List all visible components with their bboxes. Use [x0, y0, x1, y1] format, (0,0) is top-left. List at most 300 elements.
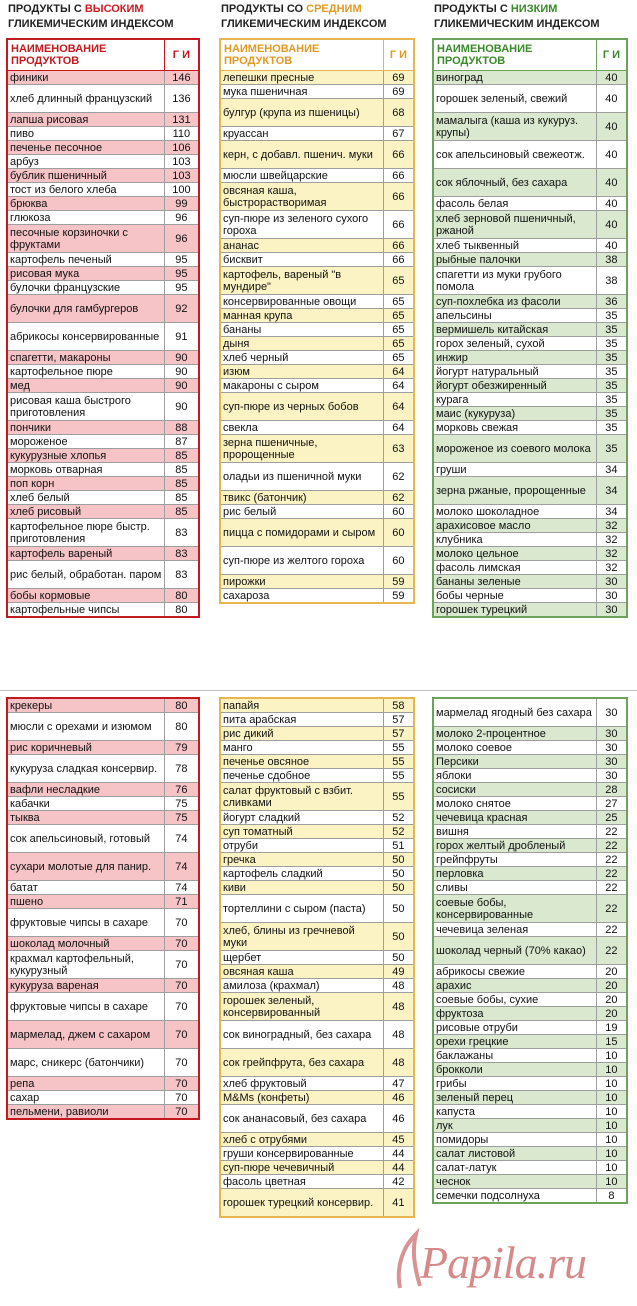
product-name: апельсины — [433, 309, 596, 323]
product-name: брокколи — [433, 1063, 596, 1077]
table-row — [220, 1105, 414, 1133]
product-name: грейпфруты — [433, 853, 596, 867]
gi-value: 50 — [383, 867, 414, 881]
product-name: зеленый перец — [433, 1091, 596, 1105]
product-name: крекеры — [7, 698, 164, 713]
gi-value: 20 — [596, 993, 627, 1007]
product-name: кукуруза вареная — [7, 979, 164, 993]
table-row — [433, 603, 627, 618]
gi-value: 51 — [383, 839, 414, 853]
gi-value: 65 — [383, 337, 414, 351]
gi-value: 62 — [383, 491, 414, 505]
gi-value: 70 — [164, 1021, 199, 1049]
gi-value: 30 — [596, 575, 627, 589]
table-row — [220, 267, 414, 295]
table-row — [220, 253, 414, 267]
gi-value: 10 — [596, 1133, 627, 1147]
gi-value: 45 — [383, 1133, 414, 1147]
table-row — [7, 1077, 199, 1091]
product-name: финики — [7, 71, 164, 85]
high-gi-table-bottom — [6, 697, 200, 1120]
product-name: суп-пюре из желтого гороха — [220, 547, 383, 575]
product-name: абрикосы свежие — [433, 965, 596, 979]
table-row — [7, 463, 199, 477]
product-name: мюсли с орехами и изюмом — [7, 713, 164, 741]
table-row — [220, 519, 414, 547]
gi-value: 44 — [383, 1161, 414, 1175]
table-row — [7, 505, 199, 519]
gi-value: 66 — [383, 253, 414, 267]
table-row — [7, 449, 199, 463]
gi-value: 110 — [164, 127, 199, 141]
table-row — [433, 839, 627, 853]
gi-value: 27 — [596, 797, 627, 811]
product-name: гречка — [220, 853, 383, 867]
gi-value: 50 — [383, 951, 414, 965]
product-name: песочные корзиночки с фруктами — [7, 225, 164, 253]
gi-value: 62 — [383, 463, 414, 491]
product-name: крахмал картофельный, кукурузный — [7, 951, 164, 979]
table-row — [433, 881, 627, 895]
table-row — [433, 337, 627, 351]
gi-value: 32 — [596, 519, 627, 533]
gi-value: 35 — [596, 365, 627, 379]
gi-value: 42 — [383, 1175, 414, 1189]
product-name: семечки подсолнуха — [433, 1189, 596, 1204]
gi-value: 70 — [164, 1049, 199, 1077]
table-row — [220, 505, 414, 519]
table-row — [433, 937, 627, 965]
table-row — [433, 435, 627, 463]
product-name: батат — [7, 881, 164, 895]
gi-value: 40 — [596, 169, 627, 197]
product-name: лук — [433, 1119, 596, 1133]
gi-value: 32 — [596, 533, 627, 547]
gi-value: 65 — [383, 351, 414, 365]
product-name: сахар — [7, 1091, 164, 1105]
gi-value: 92 — [164, 295, 199, 323]
gi-value: 90 — [164, 351, 199, 365]
gi-value: 131 — [164, 113, 199, 127]
table-row — [433, 169, 627, 197]
product-name: керн, с добавл. пшенич. муки — [220, 141, 383, 169]
product-name: бобы черные — [433, 589, 596, 603]
product-name: сок ананасовый, без сахара — [220, 1105, 383, 1133]
product-name: чечевица красная — [433, 811, 596, 825]
product-name: манная крупа — [220, 309, 383, 323]
product-name: соевые бобы, консервированные — [433, 895, 596, 923]
table-row — [220, 755, 414, 769]
product-name: морковь свежая — [433, 421, 596, 435]
product-name: фасоль белая — [433, 197, 596, 211]
high-gi-heading: ПРОДУКТЫ С ВЫСОКИМ ГЛИКЕМИЧЕСКИМ ИНДЕКСОМ — [8, 3, 174, 30]
product-name: вафли несладкие — [7, 783, 164, 797]
product-name: чечевица зеленая — [433, 923, 596, 937]
gi-value: 28 — [596, 783, 627, 797]
gi-value: 55 — [383, 755, 414, 769]
gi-value: 70 — [164, 951, 199, 979]
product-name: суп-пюре чечевичный — [220, 1161, 383, 1175]
table-row — [220, 211, 414, 239]
gi-value: 34 — [596, 505, 627, 519]
table-row — [433, 727, 627, 741]
table-row — [7, 113, 199, 127]
gi-value: 69 — [383, 85, 414, 99]
table-row — [7, 323, 199, 351]
gi-value: 65 — [383, 309, 414, 323]
gi-value: 47 — [383, 1077, 414, 1091]
gi-value: 59 — [383, 575, 414, 589]
gi-value: 66 — [383, 239, 414, 253]
product-name: бананы — [220, 323, 383, 337]
table-row — [433, 533, 627, 547]
table-row — [7, 589, 199, 603]
table-row — [220, 698, 414, 713]
product-name: пита арабская — [220, 713, 383, 727]
table-row — [7, 491, 199, 505]
product-name: булгур (крупа из пшеницы) — [220, 99, 383, 127]
product-name: зерна пшеничные, пророщенные — [220, 435, 383, 463]
gi-value: 35 — [596, 421, 627, 435]
product-name: сок виноградный, без сахара — [220, 1021, 383, 1049]
product-name: пиво — [7, 127, 164, 141]
gi-value: 48 — [383, 979, 414, 993]
gi-value: 10 — [596, 1161, 627, 1175]
table-row — [433, 1091, 627, 1105]
gi-value: 52 — [383, 811, 414, 825]
product-name: брюква — [7, 197, 164, 211]
product-name: рисовые отруби — [433, 1021, 596, 1035]
gi-value: 83 — [164, 547, 199, 561]
gi-value: 64 — [383, 421, 414, 435]
medium-gi-heading: ПРОДУКТЫ СО СРЕДНИМ ГЛИКЕМИЧЕСКИМ ИНДЕКСОМ — [221, 3, 387, 30]
product-name: салат фруктовый с взбит. сливками — [220, 783, 383, 811]
product-name: мармелад ягодный без сахара — [433, 698, 596, 727]
table-row — [220, 881, 414, 895]
gi-value: 70 — [164, 937, 199, 951]
product-name: суп томатный — [220, 825, 383, 839]
product-name: пончики — [7, 421, 164, 435]
product-name: рыбные палочки — [433, 253, 596, 267]
gi-value: 35 — [596, 393, 627, 407]
gi-value: 40 — [596, 113, 627, 141]
table-row — [433, 113, 627, 141]
medium-gi-table-top — [219, 38, 415, 604]
table-row — [220, 589, 414, 604]
product-name: курага — [433, 393, 596, 407]
gi-value: 40 — [596, 85, 627, 113]
product-name: кабачки — [7, 797, 164, 811]
gi-value: 83 — [164, 519, 199, 547]
gi-value: 30 — [596, 741, 627, 755]
gi-value: 10 — [596, 1091, 627, 1105]
product-name: фасоль цветная — [220, 1175, 383, 1189]
table-row — [433, 825, 627, 839]
gi-value: 19 — [596, 1021, 627, 1035]
gi-value: 63 — [383, 435, 414, 463]
table-row — [433, 923, 627, 937]
high-gi-column — [2, 0, 207, 1306]
table-row — [7, 979, 199, 993]
table-row — [7, 811, 199, 825]
table-row — [220, 1077, 414, 1091]
product-name: пшено — [7, 895, 164, 909]
section-divider — [0, 690, 637, 695]
product-name: сливы — [433, 881, 596, 895]
watermark-text: Papila.ru — [420, 1237, 587, 1288]
table-row — [433, 141, 627, 169]
table-row — [433, 741, 627, 755]
table-row — [220, 239, 414, 253]
table-row — [433, 1119, 627, 1133]
table-row — [220, 993, 414, 1021]
low-gi-table-top — [432, 38, 628, 618]
gi-value: 46 — [383, 1105, 414, 1133]
table-row — [220, 295, 414, 309]
table-row — [220, 491, 414, 505]
gi-value: 65 — [383, 323, 414, 337]
table-row — [7, 267, 199, 281]
table-row — [7, 1049, 199, 1077]
product-name: горошек турецкий консервир. — [220, 1189, 383, 1218]
product-name: суп-пюре из черных бобов — [220, 393, 383, 421]
product-name: молоко соевое — [433, 741, 596, 755]
gi-value: 22 — [596, 881, 627, 895]
table-row — [7, 1105, 199, 1120]
gi-value: 103 — [164, 169, 199, 183]
gi-value: 79 — [164, 741, 199, 755]
gi-value: 48 — [383, 993, 414, 1021]
table-row — [220, 867, 414, 881]
product-name: хлеб рисовый — [7, 505, 164, 519]
gi-value: 34 — [596, 477, 627, 505]
gi-value: 58 — [383, 698, 414, 713]
gi-value: 64 — [383, 379, 414, 393]
table-row — [433, 698, 627, 727]
table-row — [7, 155, 199, 169]
table-row — [433, 769, 627, 783]
product-name: инжир — [433, 351, 596, 365]
gi-value: 66 — [383, 183, 414, 211]
table-row — [433, 463, 627, 477]
product-name: горошек зеленый, свежий — [433, 85, 596, 113]
gi-value: 85 — [164, 463, 199, 477]
high-gi-table-top — [6, 38, 200, 618]
table-row — [220, 71, 414, 85]
table-row — [7, 561, 199, 589]
product-name: баклажаны — [433, 1049, 596, 1063]
gi-value: 85 — [164, 477, 199, 491]
gi-value: 75 — [164, 797, 199, 811]
product-name: картофель сладкий — [220, 867, 383, 881]
table-row — [220, 547, 414, 575]
table-row — [220, 1133, 414, 1147]
product-name: бисквит — [220, 253, 383, 267]
gi-value: 50 — [383, 895, 414, 923]
product-name: картофель, вареный "в мундире" — [220, 267, 383, 295]
table-row — [433, 1161, 627, 1175]
gi-value: 35 — [596, 323, 627, 337]
table-row — [7, 825, 199, 853]
product-name: спагетти, макароны — [7, 351, 164, 365]
table-row — [220, 839, 414, 853]
product-name: арахисовое масло — [433, 519, 596, 533]
gi-value: 74 — [164, 853, 199, 881]
gi-value: 55 — [383, 741, 414, 755]
table-row — [433, 421, 627, 435]
table-row — [433, 253, 627, 267]
table-row — [433, 1035, 627, 1049]
product-name: мармелад, джем с сахаром — [7, 1021, 164, 1049]
table-row — [7, 169, 199, 183]
gi-value: 22 — [596, 895, 627, 923]
low-gi-table-bottom — [432, 697, 628, 1204]
product-name: бананы зеленые — [433, 575, 596, 589]
gi-value: 60 — [383, 547, 414, 575]
product-name: Персики — [433, 755, 596, 769]
table-row — [433, 1063, 627, 1077]
product-name: твикс (батончик) — [220, 491, 383, 505]
gi-value: 20 — [596, 1007, 627, 1021]
table-row — [433, 267, 627, 295]
table-header-row — [7, 39, 199, 71]
product-name: фруктовые чипсы в сахаре — [7, 993, 164, 1021]
table-row — [433, 1147, 627, 1161]
product-name: абрикосы консервированные — [7, 323, 164, 351]
gi-value: 90 — [164, 379, 199, 393]
gi-value: 60 — [383, 519, 414, 547]
table-row — [7, 698, 199, 713]
product-name: лапша рисовая — [7, 113, 164, 127]
product-name: печенье сдобное — [220, 769, 383, 783]
gi-value: 50 — [383, 881, 414, 895]
table-row — [7, 951, 199, 979]
table-row — [7, 1021, 199, 1049]
gi-value: 146 — [164, 71, 199, 85]
table-row — [7, 183, 199, 197]
table-row — [220, 323, 414, 337]
product-name: сухари молотые для панир. — [7, 853, 164, 881]
table-row — [220, 825, 414, 839]
gi-value: 59 — [383, 589, 414, 604]
product-name: пирожки — [220, 575, 383, 589]
gi-value: 67 — [383, 127, 414, 141]
table-row — [433, 853, 627, 867]
product-name: папайя — [220, 698, 383, 713]
table-row — [7, 379, 199, 393]
product-name: фруктоза — [433, 1007, 596, 1021]
medium-gi-table-bottom — [219, 697, 415, 1218]
product-name: соевые бобы, сухие — [433, 993, 596, 1007]
gi-value: 68 — [383, 99, 414, 127]
gi-value: 22 — [596, 853, 627, 867]
table-row — [220, 1175, 414, 1189]
table-row — [7, 85, 199, 113]
product-name: перловка — [433, 867, 596, 881]
product-name: клубника — [433, 533, 596, 547]
table-header-row — [220, 39, 414, 71]
product-name: сок апельсиновый свежеотж. — [433, 141, 596, 169]
product-name: печенье овсяное — [220, 755, 383, 769]
gi-value: 10 — [596, 1077, 627, 1091]
gi-value: 22 — [596, 839, 627, 853]
product-name: кукуруза сладкая консервир. — [7, 755, 164, 783]
gi-value: 91 — [164, 323, 199, 351]
gi-value: 30 — [596, 603, 627, 618]
product-name: рисовая каша быстрого приготовления — [7, 393, 164, 421]
gi-value: 30 — [596, 755, 627, 769]
table-row — [7, 937, 199, 951]
table-row — [220, 379, 414, 393]
gi-value: 75 — [164, 811, 199, 825]
product-name: овсяная каша — [220, 965, 383, 979]
product-name: рис белый, обработан. паром — [7, 561, 164, 589]
product-name: вермишель китайская — [433, 323, 596, 337]
table-row — [7, 797, 199, 811]
table-row — [433, 365, 627, 379]
product-name: хлеб с отрубями — [220, 1133, 383, 1147]
table-row — [7, 993, 199, 1021]
table-row — [7, 295, 199, 323]
gi-value: 50 — [383, 923, 414, 951]
table-row — [433, 309, 627, 323]
gi-value: 80 — [164, 698, 199, 713]
product-name: овсяная каша, быстрорастворимая — [220, 183, 383, 211]
gi-value: 35 — [596, 337, 627, 351]
table-row — [7, 141, 199, 155]
column-header-gi: Г И — [164, 39, 199, 71]
product-name: арахис — [433, 979, 596, 993]
product-name: хлеб тыквенный — [433, 239, 596, 253]
table-row — [220, 169, 414, 183]
table-row — [220, 127, 414, 141]
gi-value: 35 — [596, 407, 627, 421]
table-row — [433, 993, 627, 1007]
gi-value: 32 — [596, 547, 627, 561]
gi-value: 95 — [164, 281, 199, 295]
table-row — [433, 1189, 627, 1204]
product-name: горох желтый дробленый — [433, 839, 596, 853]
gi-value: 35 — [596, 351, 627, 365]
table-row — [7, 281, 199, 295]
product-name: макароны с сыром — [220, 379, 383, 393]
low-gi-heading: ПРОДУКТЫ С НИЗКИМ ГЛИКЕМИЧЕСКИМ ИНДЕКСОМ — [434, 3, 600, 30]
gi-value: 35 — [596, 435, 627, 463]
product-name: салат листовой — [433, 1147, 596, 1161]
gi-value: 40 — [596, 211, 627, 239]
gi-value: 15 — [596, 1035, 627, 1049]
table-row — [433, 1077, 627, 1091]
product-name: помидоры — [433, 1133, 596, 1147]
gi-value: 90 — [164, 393, 199, 421]
gi-value: 90 — [164, 365, 199, 379]
table-row — [220, 783, 414, 811]
gi-value: 38 — [596, 267, 627, 295]
product-name: капуста — [433, 1105, 596, 1119]
table-row — [433, 505, 627, 519]
product-name: мед — [7, 379, 164, 393]
table-row — [433, 239, 627, 253]
product-name: молоко цельное — [433, 547, 596, 561]
gi-value: 95 — [164, 253, 199, 267]
table-row — [433, 351, 627, 365]
gi-value: 20 — [596, 979, 627, 993]
table-row — [433, 589, 627, 603]
table-row — [220, 309, 414, 323]
product-name: грибы — [433, 1077, 596, 1091]
gi-value: 20 — [596, 965, 627, 979]
gi-value: 80 — [164, 713, 199, 741]
